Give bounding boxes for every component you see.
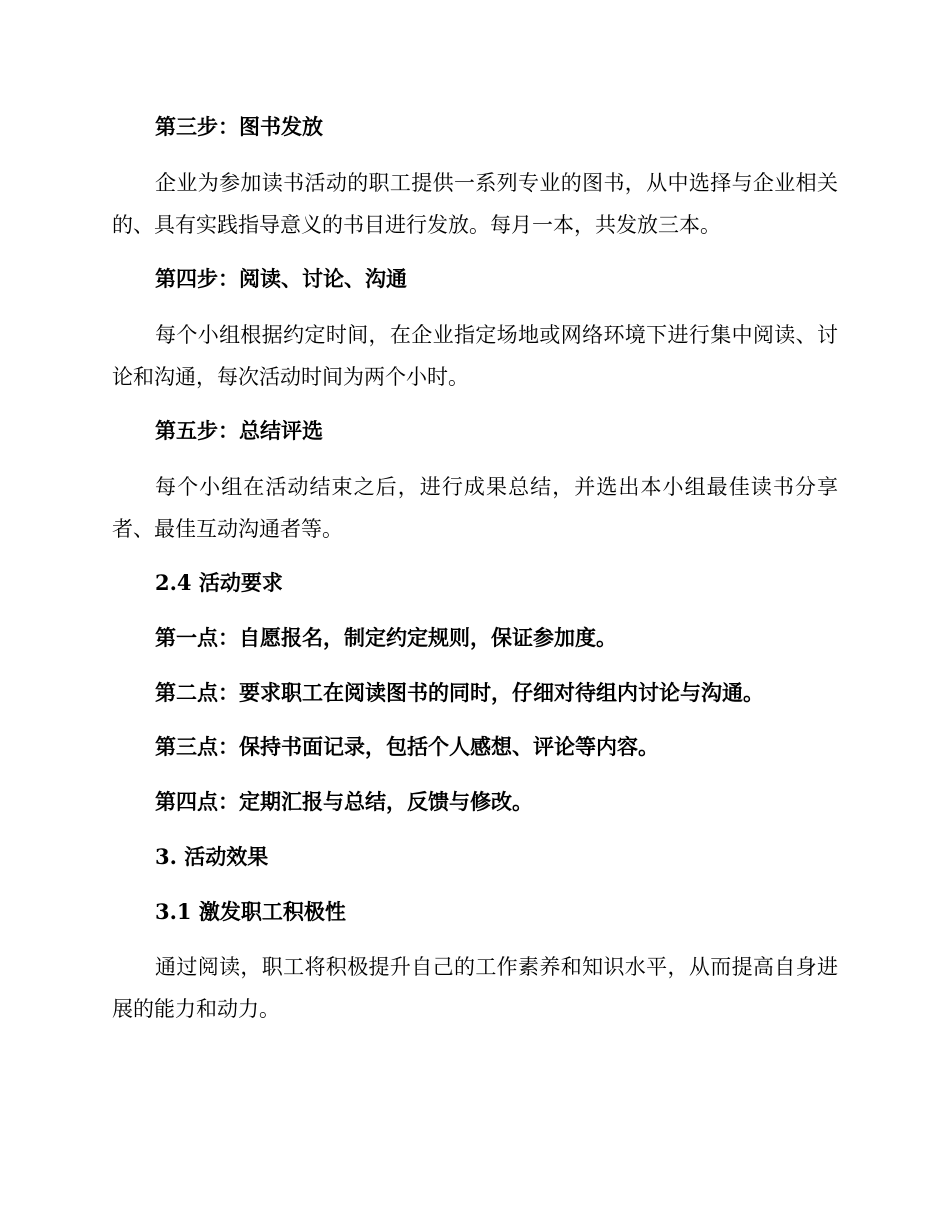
effects-heading: 3. 活动效果 xyxy=(155,844,269,869)
requirement-three: 第三点：保持书面记录，包括个人感想、评论等内容。 xyxy=(155,734,659,759)
requirements-heading: 2.4 活动要求 xyxy=(155,570,283,595)
step-three-paragraph: 企业为参加读书活动的职工提供一系列专业的图书，从中选择与企业相关的、具有实践指导意义的书目进行发放。每月一本，共发放三本。 xyxy=(112,171,838,237)
effect-one-paragraph: 通过阅读，职工将积极提升自己的工作素养和知识水平，从而提高自身进展的能力和动力。 xyxy=(112,955,838,1021)
requirement-one: 第一点：自愿报名，制定约定规则，保证参加度。 xyxy=(155,625,617,650)
requirement-two: 第二点：要求职工在阅读图书的同时，仔细对待组内讨论与沟通。 xyxy=(155,680,764,705)
effect-one-heading: 3.1 激发职工积极性 xyxy=(155,899,346,924)
step-five-heading: 第五步：总结评选 xyxy=(155,418,323,443)
step-four-paragraph: 每个小组根据约定时间，在企业指定场地或网络环境下进行集中阅读、讨论和沟通，每次活动时间为两个小时。 xyxy=(112,323,838,389)
requirement-four: 第四点：定期汇报与总结，反馈与修改。 xyxy=(155,789,533,814)
step-four-heading: 第四步：阅读、讨论、沟通 xyxy=(155,266,407,291)
step-five-paragraph: 每个小组在活动结束之后，进行成果总结，并选出本小组最佳读书分享者、最佳互动沟通者等。 xyxy=(112,475,838,541)
step-three-heading: 第三步：图书发放 xyxy=(155,114,323,139)
